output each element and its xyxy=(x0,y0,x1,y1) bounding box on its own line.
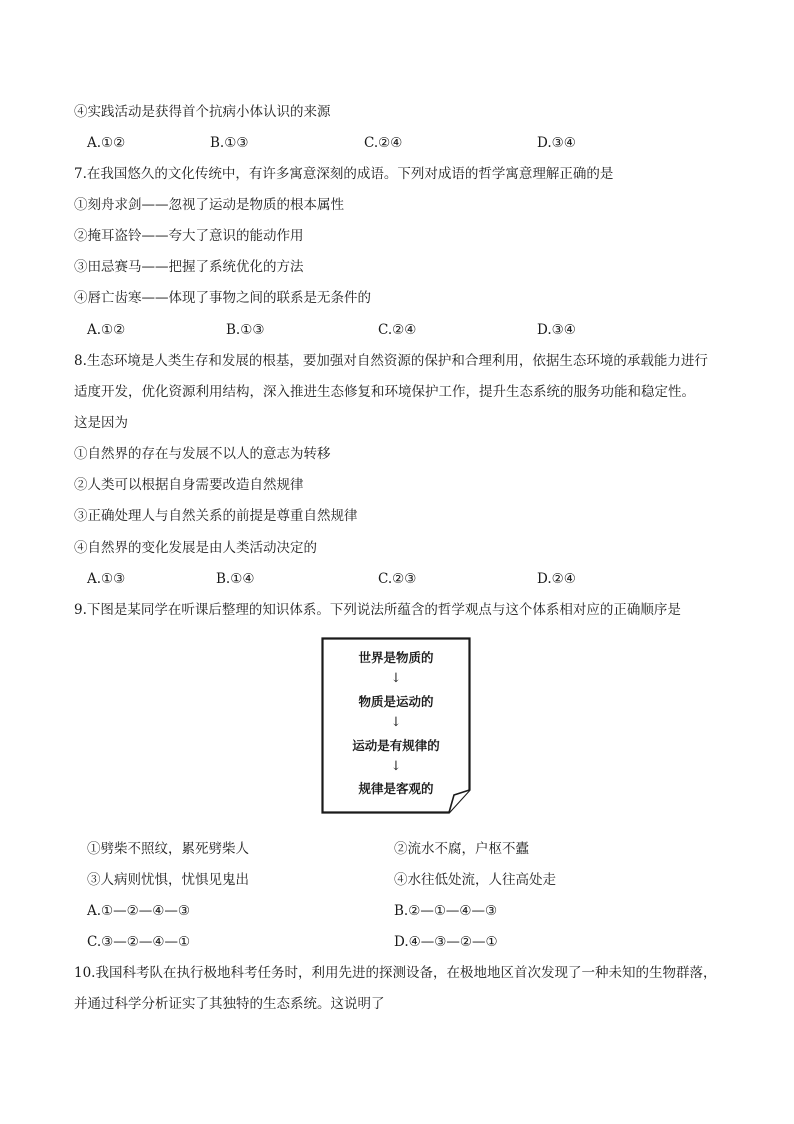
q8-option-d: D.②④ xyxy=(537,571,576,587)
diagram-node-4: 规律是客观的 xyxy=(358,781,434,796)
q7-option-c: C.②④ xyxy=(378,322,417,338)
q8-item-4: ④自然界的变化发展是由人类活动决定的 xyxy=(74,540,317,556)
q7-item-4: ④唇亡齿寒——体现了事物之间的联系是无条件的 xyxy=(74,290,371,306)
q8-option-c: C.②③ xyxy=(378,571,417,587)
q8-item-1: ①自然界的存在与发展不以人的意志为转移 xyxy=(74,446,331,462)
diagram-arrow-2: ↓ xyxy=(390,715,402,730)
knowledge-system-diagram xyxy=(321,637,471,814)
q9-item-4: ④水往低处流，人往高处走 xyxy=(394,872,556,888)
q6-item-4: ④实践活动是获得首个抗病小体认识的来源 xyxy=(74,104,331,120)
q7-item-2: ②掩耳盗铃——夸大了意识的能动作用 xyxy=(74,228,304,244)
q8-stem-line-1: 8.生态环境是人类生存和发展的根基，要加强对自然资源的保护和合理利用，依据生态环境的承载能力进行 xyxy=(74,353,708,369)
diagram-arrow-3: ↓ xyxy=(390,759,402,774)
q6-option-c: C.②④ xyxy=(364,135,403,151)
q9-option-d: D.④—③—②—① xyxy=(394,934,498,950)
q7-item-1: ①刻舟求剑——忽视了运动是物质的根本属性 xyxy=(74,197,344,213)
q8-stem-line-3: 这是因为 xyxy=(74,415,128,431)
q7-option-b: B.①③ xyxy=(226,322,265,338)
q8-item-2: ②人类可以根据自身需要改造自然规律 xyxy=(74,477,304,493)
q9-option-a: A.①—②—④—③ xyxy=(87,903,190,919)
q9-item-2: ②流水不腐，户枢不蠹 xyxy=(394,841,529,857)
q8-option-a: A.①③ xyxy=(87,571,126,587)
q9-item-1: ①劈柴不照纹，累死劈柴人 xyxy=(87,841,249,857)
q6-option-d: D.③④ xyxy=(537,135,576,151)
q9-option-c: C.③—②—④—① xyxy=(87,934,191,950)
q9-stem: 9.下图是某同学在听课后整理的知识体系。下列说法所蕴含的哲学观点与这个体系相对应的正确顺序是 xyxy=(74,602,681,618)
q8-stem-line-2: 适度开发，优化资源利用结构，深入推进生态修复和环境保护工作，提升生态系统的服务功能和稳定性。 xyxy=(74,384,695,400)
q10-stem-line-1: 10.我国科考队在执行极地科考任务时，利用先进的探测设备，在极地地区首次发现了一种未知的生物群落， xyxy=(74,965,717,981)
q6-option-a: A.①② xyxy=(87,135,126,151)
q7-option-a: A.①② xyxy=(87,322,126,338)
diagram-node-2: 物质是运动的 xyxy=(358,694,434,709)
q8-item-3: ③正确处理人与自然关系的前提是尊重自然规律 xyxy=(74,508,358,524)
q9-item-3: ③人病则忧惧，忧惧见鬼出 xyxy=(87,872,249,888)
q7-stem: 7.在我国悠久的文化传统中，有许多寓意深刻的成语。下列对成语的哲学寓意理解正确的是 xyxy=(74,166,614,182)
q8-option-b: B.①④ xyxy=(216,571,255,587)
q6-option-b: B.①③ xyxy=(210,135,249,151)
diagram-node-1: 世界是物质的 xyxy=(358,650,434,665)
diagram-arrow-1: ↓ xyxy=(390,671,402,686)
q10-stem-line-2: 并通过科学分析证实了其独特的生态系统。这说明了 xyxy=(74,996,385,1012)
q7-option-d: D.③④ xyxy=(537,322,576,338)
q9-option-b: B.②—①—④—③ xyxy=(394,903,498,919)
q7-item-3: ③田忌赛马——把握了系统优化的方法 xyxy=(74,259,304,275)
diagram-node-3: 运动是有规律的 xyxy=(352,738,440,753)
